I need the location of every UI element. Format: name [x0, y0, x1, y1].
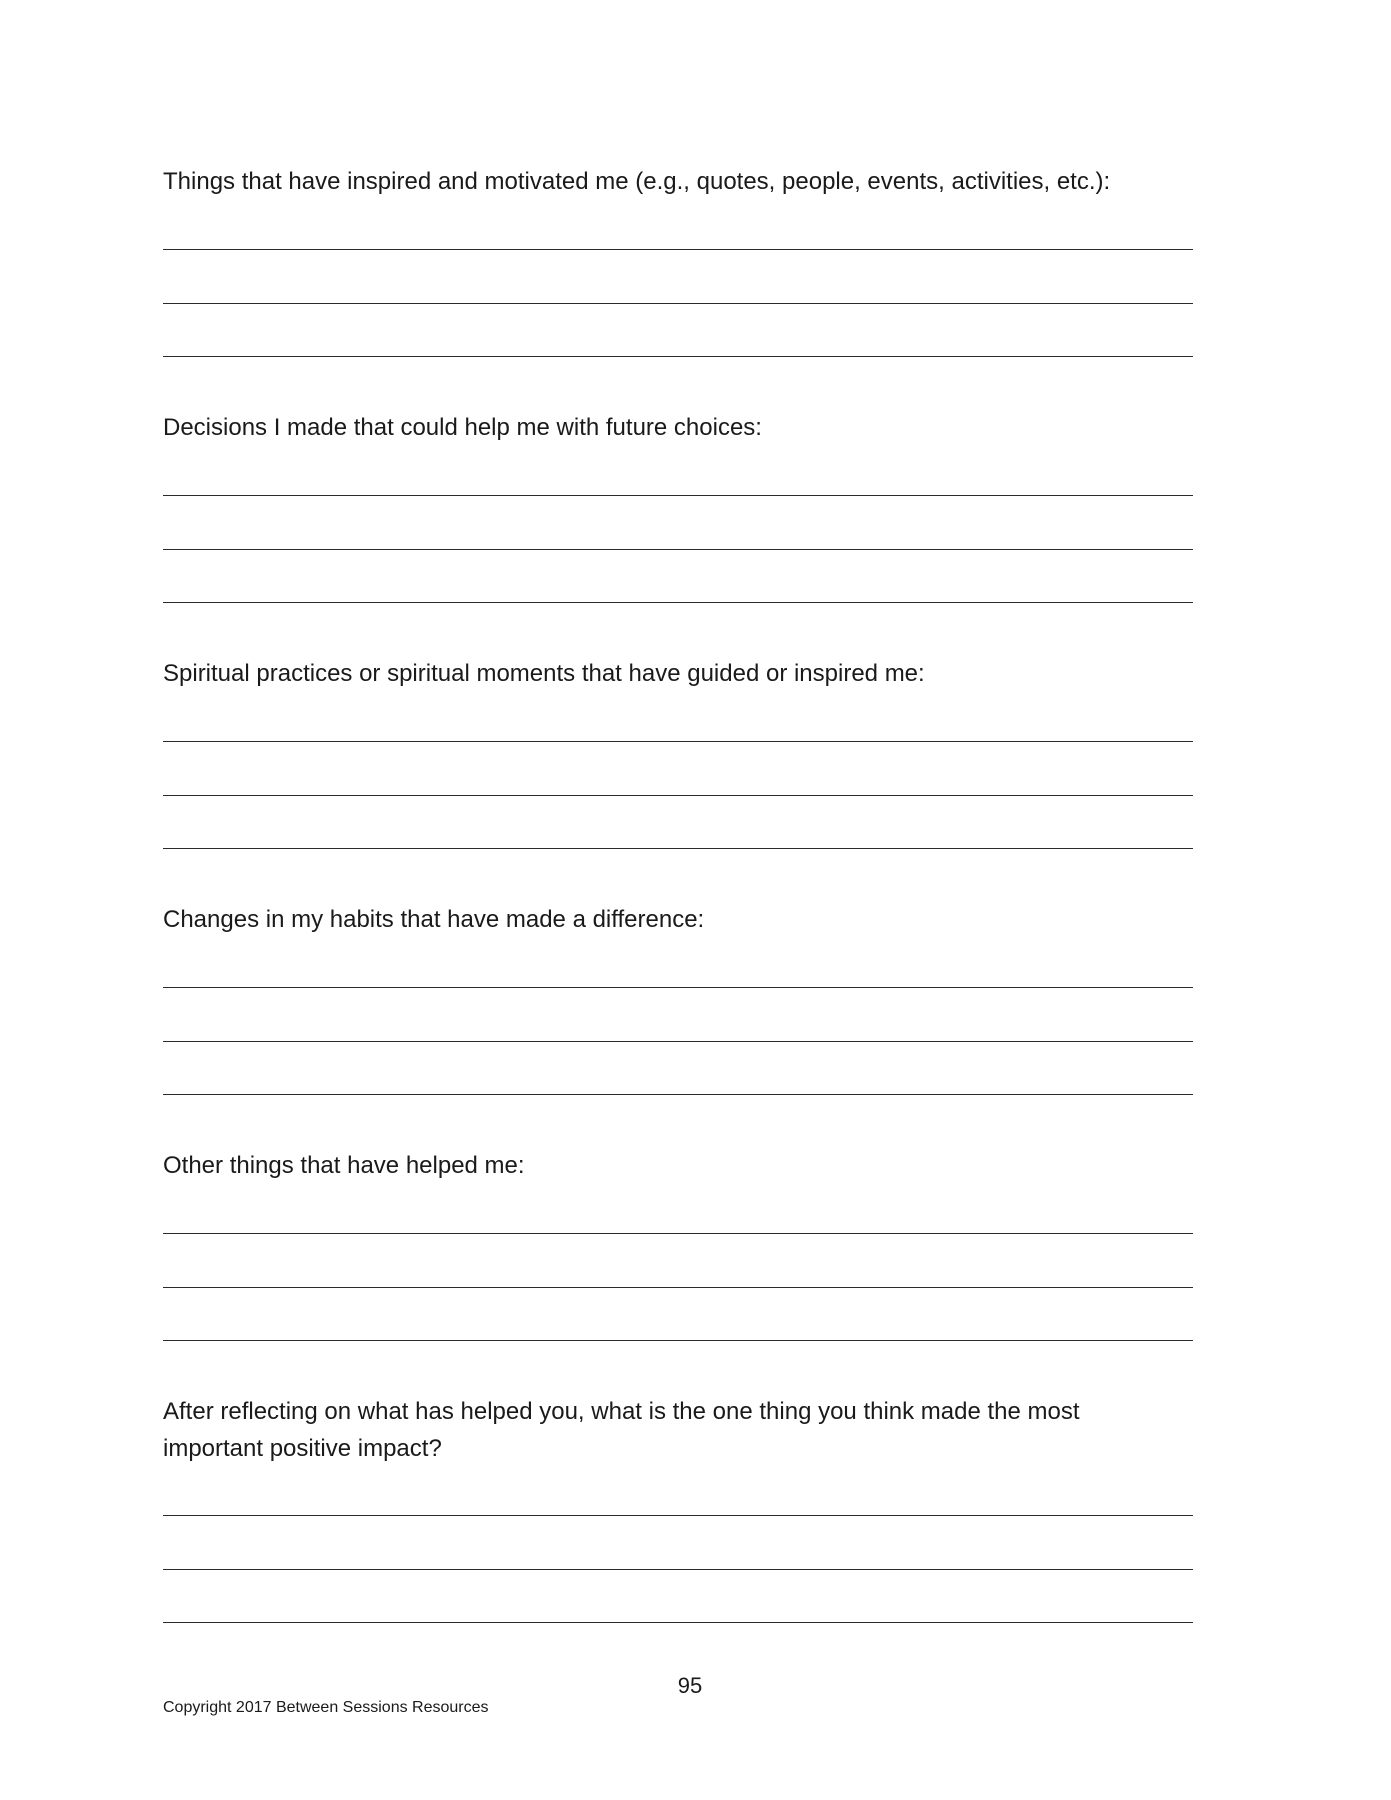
- section-inspirations: [163, 163, 1193, 200]
- section-decisions: [163, 409, 1193, 446]
- answer-line[interactable]: [163, 1233, 1193, 1234]
- copyright-notice: Copyright 2017 Between Sessions Resources: [163, 1699, 489, 1716]
- answer-line[interactable]: [163, 549, 1193, 550]
- section-prompt-line-2: important positive impact?: [163, 1435, 442, 1462]
- answer-line[interactable]: [163, 356, 1193, 357]
- answer-line[interactable]: [163, 795, 1193, 796]
- page-number: 95: [677, 1673, 703, 1698]
- section-spiritual-practices: [163, 655, 1193, 692]
- answer-line[interactable]: [163, 848, 1193, 849]
- answer-line[interactable]: [163, 249, 1193, 250]
- section-prompt: Spiritual practices or spiritual moments that have guided or inspired me:: [163, 660, 925, 687]
- answer-line[interactable]: [163, 741, 1193, 742]
- answer-line[interactable]: [163, 1622, 1193, 1623]
- answer-line[interactable]: [163, 1041, 1193, 1042]
- answer-line[interactable]: [163, 1287, 1193, 1288]
- section-prompt: Other things that have helped me:: [163, 1152, 525, 1179]
- answer-line[interactable]: [163, 1515, 1193, 1516]
- answer-line[interactable]: [163, 303, 1193, 304]
- section-prompt: Changes in my habits that have made a difference:: [163, 906, 705, 933]
- section-other-helps: [163, 1147, 1193, 1184]
- answer-line[interactable]: [163, 1340, 1193, 1341]
- section-most-important-impact: [163, 1393, 1193, 1467]
- section-habit-changes: [163, 901, 1193, 938]
- answer-line[interactable]: [163, 1569, 1193, 1570]
- answer-line[interactable]: [163, 1094, 1193, 1095]
- answer-line[interactable]: [163, 602, 1193, 603]
- section-prompt: Decisions I made that could help me with future choices:: [163, 414, 762, 441]
- answer-line[interactable]: [163, 987, 1193, 988]
- section-prompt-line-1: After reflecting on what has helped you, what is the one thing you think made the most: [163, 1398, 1080, 1425]
- section-prompt: Things that have inspired and motivated me (e.g., quotes, people, events, activities, etc.):: [163, 168, 1111, 195]
- answer-line[interactable]: [163, 495, 1193, 496]
